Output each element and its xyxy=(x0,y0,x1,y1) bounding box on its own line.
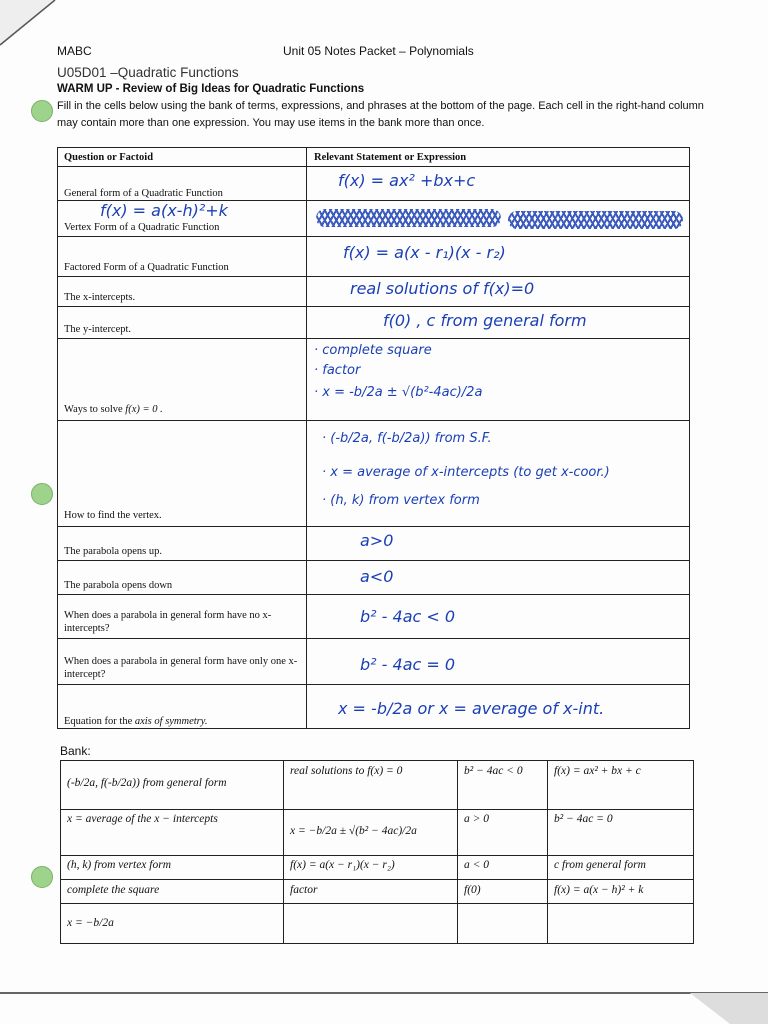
answer-cell: a>0 xyxy=(360,531,394,550)
answer-cell: f(x) = a(x - r₁)(x - r₂) xyxy=(343,243,506,262)
bank-item: factor xyxy=(290,884,318,896)
table-row xyxy=(58,200,689,237)
question-cell: When does a parabola in general form have no x-intercepts? xyxy=(64,610,272,634)
bank-item: a < 0 xyxy=(464,859,490,871)
bank-item: b² − 4ac < 0 xyxy=(464,765,523,777)
question-note: f(x) = a(x-h)²+k xyxy=(100,201,228,220)
bank-item: x = −b/2a ± √(b² − 4ac)/2a xyxy=(290,825,417,837)
question-cell: How to find the vertex. xyxy=(64,510,162,521)
binder-hole-icon xyxy=(31,866,53,888)
answer-line: · x = -b/2a ± √(b²-4ac)/2a xyxy=(314,385,483,400)
table-row xyxy=(58,306,689,339)
answer-line: · (h, k) from vertex form xyxy=(322,493,480,508)
bank-item: (h, k) from vertex form xyxy=(67,859,171,871)
answer-line: · factor xyxy=(314,363,361,378)
answer-cell: b² - 4ac = 0 xyxy=(360,655,456,674)
table-row xyxy=(58,338,689,421)
bank-item: x = −b/2a xyxy=(67,917,114,929)
answer-line: · x = average of x-intercepts (to get x-coor.) xyxy=(322,465,610,480)
bank-item: f(x) = a(x − h)² + k xyxy=(554,884,644,896)
scribble-icon xyxy=(508,211,683,229)
table-row xyxy=(58,560,689,595)
question-cell: Equation for the axis of symmetry. xyxy=(64,716,208,727)
bank-item: f(0) xyxy=(464,884,481,896)
bank-item: x = average of the x − intercepts xyxy=(67,813,218,825)
lesson-title: U05D01 –Quadratic Functions xyxy=(57,65,239,80)
scribble-icon xyxy=(316,209,501,227)
answer-cell: real solutions of f(x)=0 xyxy=(350,279,535,298)
bank-item: f(x) = ax² + bx + c xyxy=(554,765,641,777)
col-header-answer: Relevant Statement or Expression xyxy=(314,152,467,163)
answer-cell: f(0) , c from general form xyxy=(383,311,587,330)
binder-hole-icon xyxy=(31,483,53,505)
question-cell: When does a parabola in general form have only one x-intercept? xyxy=(64,656,298,680)
answer-cell: f(x) = ax² +bx+c xyxy=(338,171,476,190)
packet-title: Unit 05 Notes Packet – Polynomials xyxy=(283,44,474,58)
table-row xyxy=(58,526,689,561)
bank-item: complete the square xyxy=(67,884,160,896)
table-row xyxy=(58,638,689,685)
answer-cell: b² - 4ac < 0 xyxy=(360,607,456,626)
bank-table xyxy=(60,760,694,944)
page-corner-fold xyxy=(0,0,80,50)
bank-item: (-b/2a, f(-b/2a)) from general form xyxy=(67,777,227,789)
table-row xyxy=(58,236,689,277)
bank-item: f(x) = a(x − r₁)(x − r₂) xyxy=(290,859,395,871)
page-bottom-edge xyxy=(0,990,768,1024)
answer-line: · complete square xyxy=(314,343,432,358)
bank-item: a > 0 xyxy=(464,813,490,825)
bank-label: Bank: xyxy=(60,744,91,758)
review-table xyxy=(57,147,690,729)
question-cell: The x-intercepts. xyxy=(64,292,136,303)
warmup-title: WARM UP - Review of Big Ideas for Quadratic Functions xyxy=(57,83,365,95)
bank-item: c from general form xyxy=(554,859,646,871)
question-cell: The parabola opens down xyxy=(64,580,173,591)
table-row xyxy=(58,166,689,201)
binder-hole-icon xyxy=(31,100,53,122)
instructions: Fill in the cells below using the bank of terms, expressions, and phrases at the bottom of the page. Each cell in the right-hand column may contain more than one expression. You may use items in the bank more than once. xyxy=(57,100,704,129)
answer-cell: a<0 xyxy=(360,567,394,586)
question-cell: Vertex Form of a Quadratic Function xyxy=(64,222,220,233)
answer-cell: x = -b/2a or x = average of x-int. xyxy=(338,699,605,718)
table-row xyxy=(58,276,689,307)
question-cell: The y-intercept. xyxy=(64,324,132,335)
table-row xyxy=(58,420,689,527)
bank-item: b² − 4ac = 0 xyxy=(554,813,613,825)
col-header-question: Question or Factoid xyxy=(64,152,154,163)
question-cell: General form of a Quadratic Function xyxy=(64,188,223,199)
question-cell: The parabola opens up. xyxy=(64,546,162,557)
question-cell: Factored Form of a Quadratic Function xyxy=(64,262,229,273)
table-row xyxy=(58,684,689,729)
table-row xyxy=(58,594,689,639)
question-cell: Ways to solve f(x) = 0 . xyxy=(64,404,163,415)
bank-item: real solutions to f(x) = 0 xyxy=(290,765,403,777)
course-name: MABC xyxy=(57,44,92,58)
answer-line: · (-b/2a, f(-b/2a)) from S.F. xyxy=(322,431,492,446)
